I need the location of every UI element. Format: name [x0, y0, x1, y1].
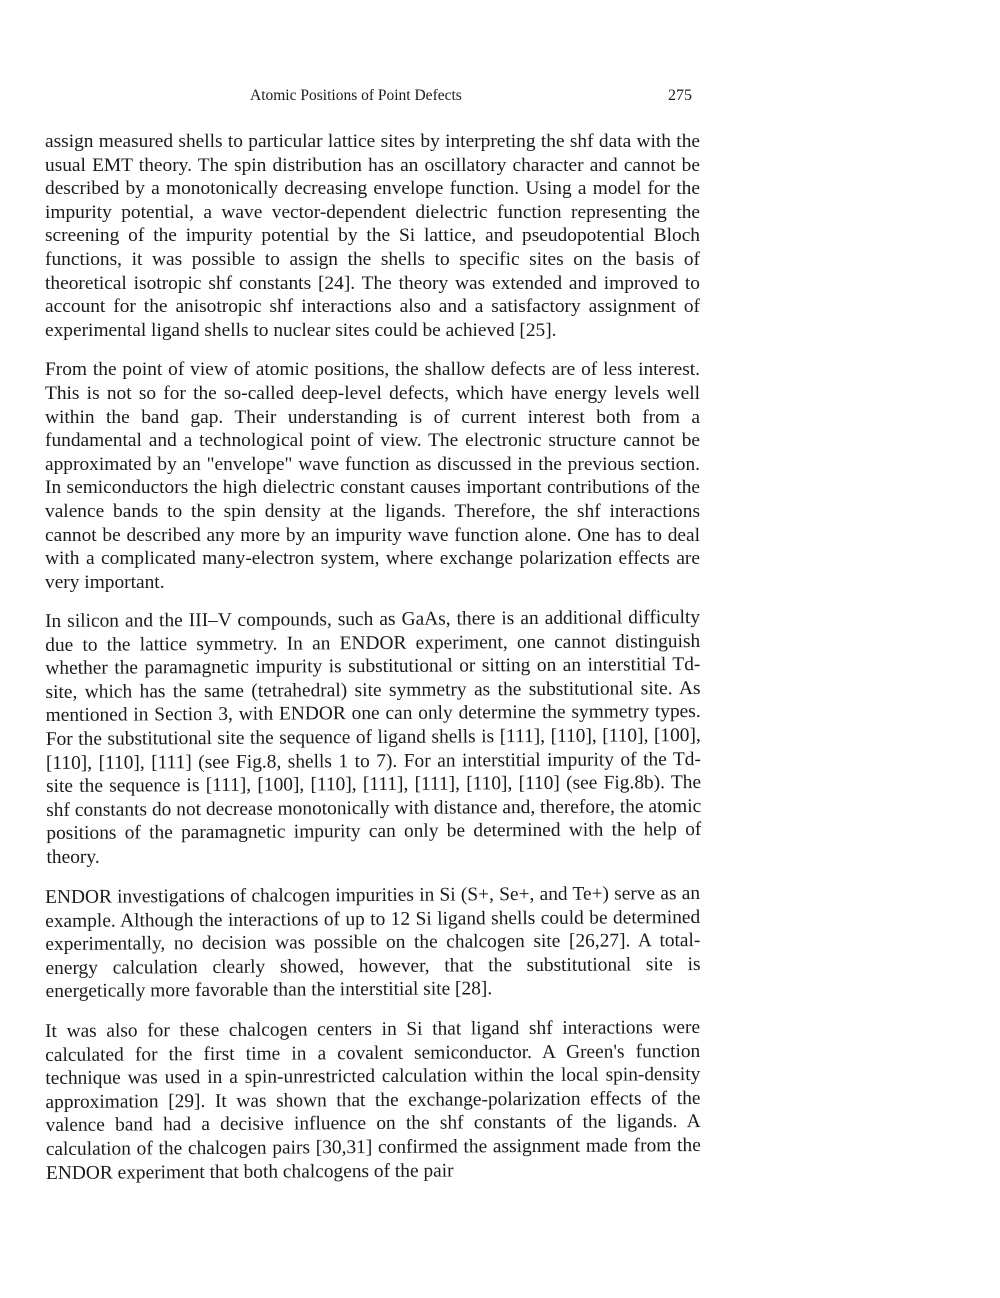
running-title: Atomic Positions of Point Defects [250, 87, 462, 104]
page-number: 275 [668, 87, 692, 104]
paragraph-4: ENDOR investigations of chalcogen impurities in Si (S+, Se+, and Te+) serve as an example. Although the interactions of up to 12 Si ligand shells could be determined experimentally, no decision was possible on the chalcogen site [26,27]. A total-energy calculation clearly showed, however, that the substitutional site is energetically more favorable than the interstitial site [28]. [45, 882, 701, 1003]
running-header [0, 87, 1000, 111]
body-text [45, 130, 700, 1201]
paragraph-3: In silicon and the III–V compounds, such as GaAs, there is an additional difficulty due to the lattice symmetry. In an ENDOR experiment, one cannot distinguish whether the paramagnetic impurity is substitutional or sitting on an interstitial Td-site, which has the same (tetrahedral) site symmetry as the substitutional site. As mentioned in Section 3, with ENDOR one can only determine the symmetry types. For the substitutional site the sequence of ligand shells is [111], [110], [110], [100], [110], [110], [111] (see Fig.8, shells 1 to 7). For an interstitial impurity of the Td-site the sequence is [111], [100], [110], [111], [111], [110], [110] (see Fig.8b). The shf constants do not decrease monotonically with distance and, therefore, the atomic positions of the paramagnetic impurity can only be determined with the help of theory. [45, 607, 702, 869]
paragraph-1: assign measured shells to particular lattice sites by interpreting the shf data with the usual EMT theory. The spin distribution has an oscillatory character and cannot be described by a monotonically decreasing envelope function. Using a model for the impurity potential, a wave vector-dependent dielectric function representing the screening of the impurity potential by the Si lattice, and pseudopotential Bloch functions, it was possible to assign the shells to specific sites on the basis of theoretical isotropic shf constants [24]. The theory was extended and improved to account for the anisotropic shf interactions also and a satisfactory assignment of experimental ligand shells to nuclear sites could be achieved [25]. [45, 131, 700, 341]
paragraph-2: From the point of view of atomic positions, the shallow defects are of less interest. This is not so for the so-called deep-level defects, which have energy levels well within the band gap. Their understanding is of current interest both from a fundamental and a technological point of view. The electronic structure cannot be approximated by an "envelope" wave function as discussed in the previous section. In semiconductors the high dielectric constant causes important contributions of the valence bands to the spin density at the ligands. Therefore, the shf interactions cannot be described any more by an impurity wave function alone. One has to deal with a complicated many-electron system, where exchange polarization effects are very important. [45, 359, 700, 593]
paragraph-5: It was also for these chalcogen centers in Si that ligand shf interactions were calculated for the first time in a covalent semiconductor. A Green's function technique was used in a spin-unrestricted calculation within the local spin-density approximation [29]. It was shown that the exchange-polarization effects of the valence band had a decisive influence on the shf constants of the ligands. A calculation of the chalcogen pairs [30,31] confirmed the assignment made from the ENDOR experiment that both chalcogens of the pair [45, 1016, 701, 1184]
